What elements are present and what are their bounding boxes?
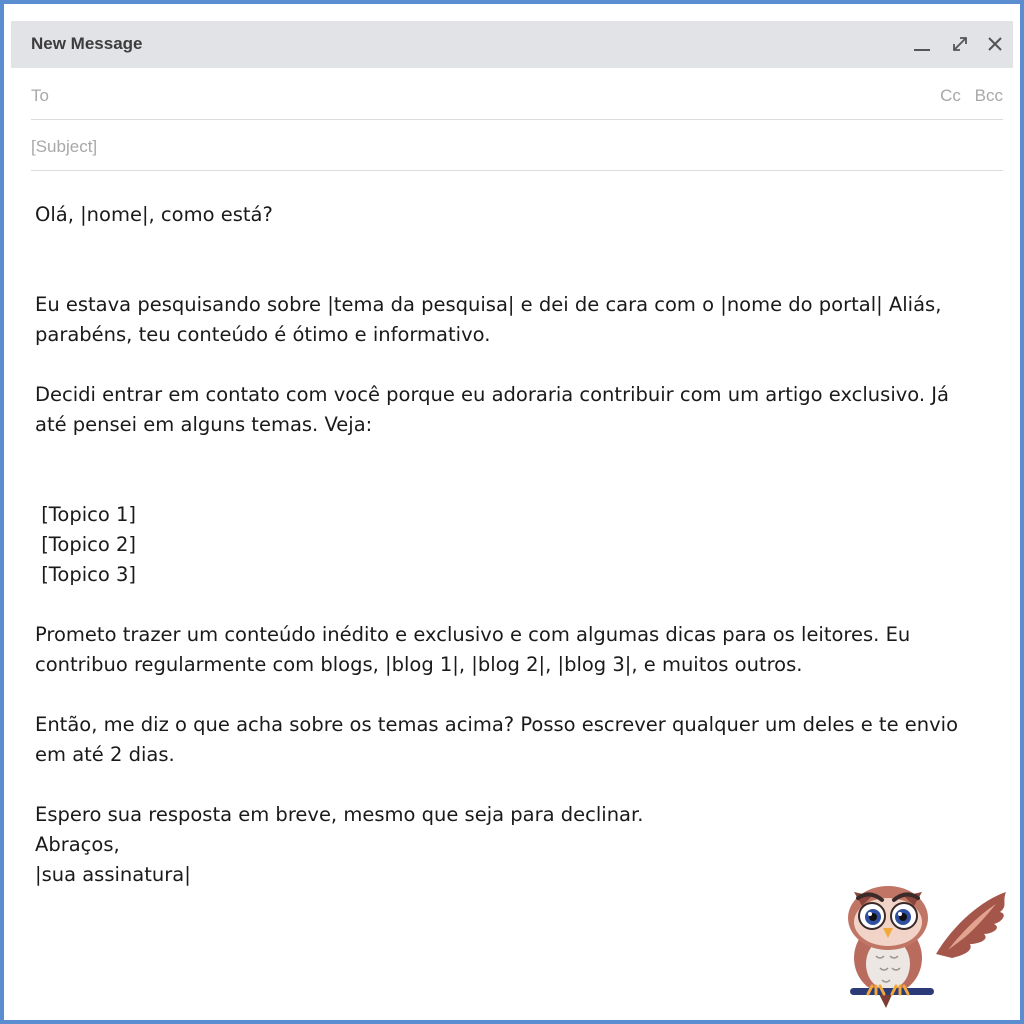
minimize-icon [909, 31, 935, 57]
body-paragraph: Eu estava pesquisando sobre |tema da pesquisa| e dei de cara com o |nome do portal| Aliás, parabéns, teu conteúdo é ótimo e informativo. [35, 293, 948, 346]
expand-icon [947, 31, 973, 57]
close-icon [982, 31, 1008, 57]
signature: |sua assinatura| [35, 863, 191, 886]
subject-field[interactable] [31, 120, 1003, 171]
greeting-line: Olá, |nome|, como está? [35, 203, 273, 226]
subject-placeholder: [Subject] [31, 137, 98, 156]
cc-link[interactable]: Cc [940, 86, 961, 105]
minimize-button[interactable] [909, 31, 935, 57]
topic-item: [Topico 3] [35, 563, 136, 586]
body-paragraph: Então, me diz o que acha sobre os temas acima? Posso escrever qualquer um deles e te envio em até 2 dias. [35, 713, 965, 766]
owl-mascot-icon [836, 876, 1012, 1016]
compose-titlebar [11, 21, 1013, 68]
to-field[interactable] [31, 68, 1003, 120]
window-title: New Message [31, 34, 143, 53]
closing-line: Abraços, [35, 833, 120, 856]
topic-item: [Topico 1] [35, 503, 136, 526]
body-paragraph: Decidi entrar em contato com você porque eu adoraria contribuir com um artigo exclusivo. Já até pensei em alguns temas. Veja: [35, 383, 956, 436]
topic-item: [Topico 2] [35, 533, 136, 556]
body-paragraph: Prometo trazer um conteúdo inédito e exclusivo e com algumas dicas para os leitores. Eu contribuo regularmente com blogs, |blog 1|, |blog 2|, |blog 3|, e muitos outros. [35, 623, 917, 676]
closing-line: Espero sua resposta em breve, mesmo que seja para declinar. [35, 803, 644, 826]
close-button[interactable] [982, 31, 1008, 57]
cc-bcc-links [931, 86, 1003, 106]
expand-button[interactable] [947, 31, 973, 57]
bcc-link[interactable]: Bcc [974, 86, 1003, 105]
message-body[interactable] [35, 200, 985, 890]
to-label: To [31, 86, 49, 105]
